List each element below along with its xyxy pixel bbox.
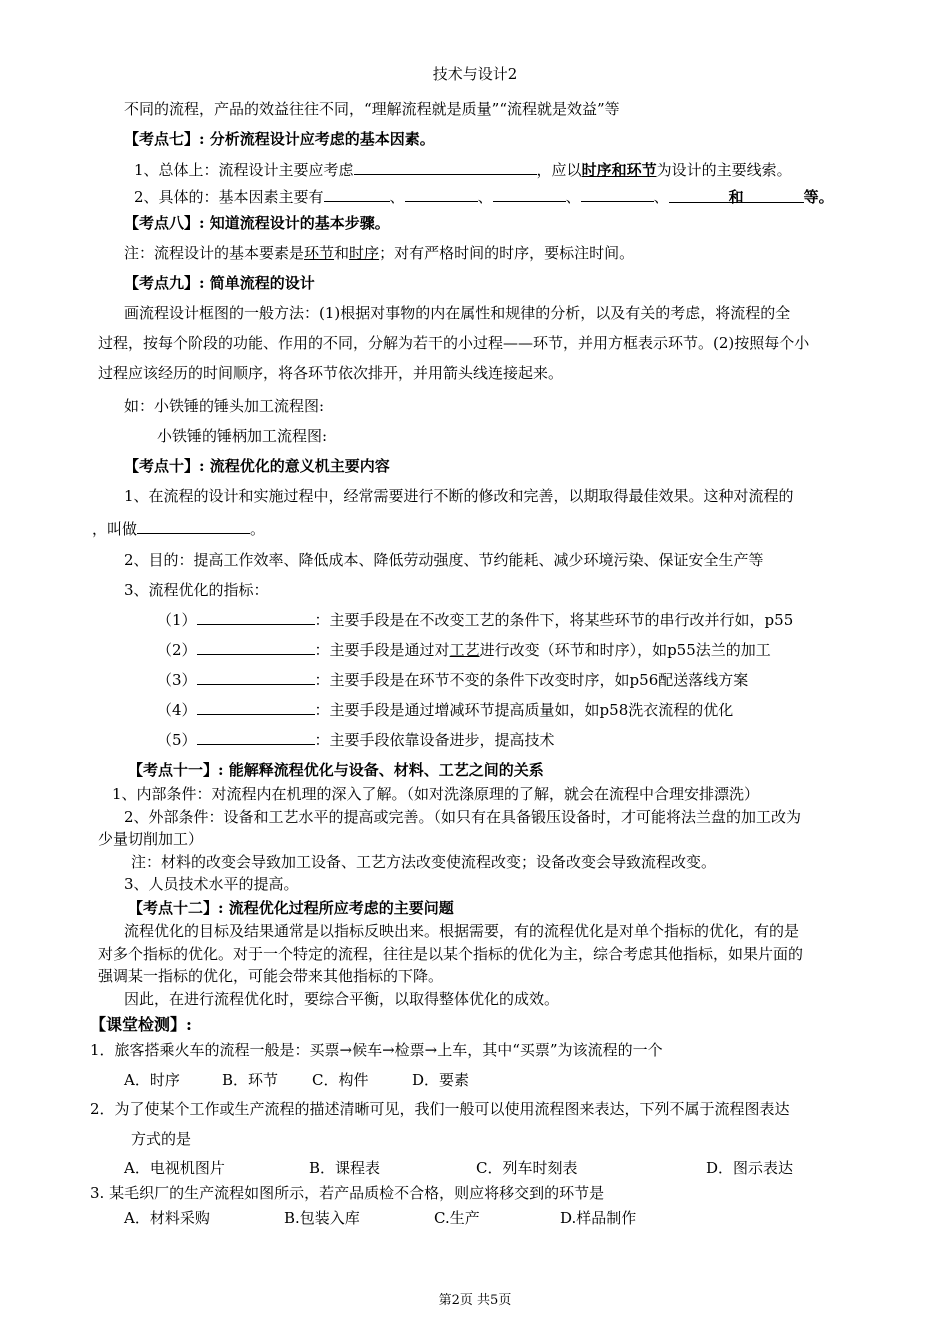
indicator-desc: ：主要手段依靠设备进步，提高技术 [314, 731, 555, 749]
k12-paragraph-line-1: 流程优化的目标及结果通常是以指标反映出来。根据需要，有的流程优化是对单个指标的优化，有的是 [124, 922, 800, 940]
k9-example-2: 小铁锤的锤柄加工流程图: [157, 427, 328, 445]
k7-1-text-c: 时序和环节 [581, 161, 657, 179]
question-2-options [124, 1158, 793, 1178]
k7-1-text-b: ，应以 [536, 161, 582, 179]
indicator-num: （2） [157, 641, 197, 659]
option-d[interactable]: D．要素 [412, 1071, 470, 1089]
blank-line [197, 729, 315, 745]
option-c[interactable]: C．列车时刻表 [476, 1159, 578, 1177]
k10-item-1-line-1: 1、在流程的设计和实施过程中，经常需要进行不断的修改和完善，以期取得最佳效果。这种对流程的 [124, 487, 794, 505]
indicator-num: （3） [157, 671, 197, 689]
k7-2-deng: 等。 [803, 188, 834, 206]
blank-line [354, 159, 537, 175]
k9-paragraph-line-2: 过程，按每个阶段的功能、作用的不同，分解为若干的小过程——环节，并用方框表示环节。(2)按照每个小 [98, 334, 810, 352]
option-b[interactable]: B.包装入库 [284, 1209, 360, 1227]
section-heading-k7: 【考点七】: 分析流程设计应考虑的基本因素。 [124, 130, 435, 148]
blank-line [197, 609, 315, 625]
blank-line [197, 669, 315, 685]
indicator-desc: ：主要手段是通过对 [314, 641, 450, 659]
question-3-options [124, 1208, 636, 1228]
indicator-underlined: 工艺 [449, 641, 480, 659]
k11-note: 注：材料的改变会导致加工设备、工艺方法改变使流程改变；设备改变会导致流程改变。 [131, 853, 717, 871]
option-b[interactable]: B．课程表 [309, 1159, 381, 1177]
blank-line [137, 518, 250, 534]
k7-1-text-d: 为设计的主要线索。 [656, 161, 792, 179]
k8-note-e: ；对有严格时间的时序，要标注时间。 [379, 244, 635, 262]
sep: 、 [565, 188, 581, 206]
k11-item-3: 3、人员技术水平的提高。 [124, 875, 299, 893]
blank-line [197, 639, 315, 655]
k7-1-text-a: 1、总体上：流程设计主要应考虑 [134, 161, 354, 179]
sep: 、 [653, 188, 669, 206]
option-b[interactable]: B．环节 [222, 1071, 279, 1089]
indicator-num: （4） [157, 701, 197, 719]
k11-item-1: 1、内部条件：对流程内在机理的深入了解。（如对洗涤原理的了解，就会在流程中合理安排漂洗） [112, 785, 760, 803]
indicator-row [157, 609, 793, 630]
k12-paragraph-line-3: 强调某一指标的优化，可能会带来其他指标的下降。 [98, 967, 444, 985]
option-a[interactable]: A．时序 [124, 1071, 180, 1089]
option-c[interactable]: C．构件 [312, 1071, 369, 1089]
indicator-num: （5） [157, 731, 197, 749]
question-1: 1．旅客搭乘火车的流程一般是：买票→候车→检票→上车，其中“买票”为该流程的一个 [90, 1041, 663, 1059]
k7-2-text-a: 2、具体的：基本因素主要有 [134, 188, 324, 206]
indicator-desc: ：主要手段是通过增减环节提高质量如，如p58洗衣流程的优化 [314, 701, 734, 719]
k7-item-2 [134, 186, 834, 207]
indicator-row [157, 639, 771, 660]
text-line: 不同的流程，产品的效益往往不同，“理解流程就是质量”“流程就是效益”等 [124, 100, 620, 118]
classroom-check-heading: 【课堂检测】: [90, 1015, 192, 1034]
question-2-line-2: 方式的是 [131, 1130, 192, 1148]
k12-paragraph-line-4: 因此，在进行流程优化时，要综合平衡，以取得整体优化的成效。 [124, 990, 560, 1008]
k10-item-2: 2、目的：提高工作效率、降低成本、降低劳动强度、节约能耗、减少环境污染、保证安全生产等 [124, 551, 764, 569]
blank-line [197, 699, 315, 715]
k12-paragraph-line-2: 对多个指标的优化。对于一个特定的流程，往往是以某个指标的优化为主，综合考虑其他指标，如果片面的 [98, 945, 804, 963]
k8-note-b: 环节 [304, 244, 335, 262]
k8-note-d: 时序 [349, 244, 380, 262]
option-d[interactable]: D．图示表达 [706, 1159, 794, 1177]
k11-item-2-line-1: 2、外部条件：设备和工艺水平的提高或完善。（如只有在具备锻压设备时，才可能将法兰盘的加工改为 [124, 808, 802, 826]
page-header: 技术与设计2 [432, 65, 518, 83]
k7-item-1 [134, 159, 792, 180]
blank-line [324, 186, 390, 202]
blank-line [581, 186, 654, 202]
indicator-row [157, 699, 733, 720]
k9-paragraph-line-1: 画流程设计框图的一般方法：(1)根据对事物的内在属性和规律的分析，以及有关的考虑，将流程的全 [124, 304, 791, 322]
sep: 、 [389, 188, 405, 206]
k10-1-text-b: ，叫做 [92, 520, 138, 538]
k10-item-3: 3、流程优化的指标： [124, 581, 269, 599]
section-heading-k12: 【考点十二】: 流程优化过程所应考虑的主要问题 [128, 899, 454, 917]
k9-example-1: 如：小铁锤的锤头加工流程图: [124, 397, 325, 415]
indicator-desc: ：主要手段是在不改变工艺的条件下，将某些环节的串行改并行如，p55 [314, 611, 794, 629]
question-2-line-1: 2．为了使某个工作或生产流程的描述清晰可见，我们一般可以使用流程图来表达，下列不属于流程图表达 [90, 1100, 790, 1118]
question-3: 3. 某毛织厂的生产流程如图所示，若产品质检不合格，则应将移交到的环节是 [90, 1184, 605, 1202]
sep: 、 [477, 188, 493, 206]
k8-note [124, 243, 634, 263]
k7-2-he: 和 [669, 187, 804, 203]
blank-line [493, 186, 566, 202]
section-heading-k11: 【考点十一】: 能解释流程优化与设备、材料、工艺之间的关系 [128, 761, 544, 779]
option-d[interactable]: D.样品制作 [560, 1209, 637, 1227]
k10-item-1-line-2 [92, 518, 265, 539]
section-heading-k9: 【考点九】: 简单流程的设计 [124, 274, 315, 292]
k8-note-a: 注：流程设计的基本要素是 [124, 244, 305, 262]
page-footer: 第2页 共5页 [438, 1293, 512, 1308]
k11-item-2-line-2: 少量切削加工） [98, 830, 204, 848]
indicator-desc-post: 进行改变（环节和时序），如p55法兰的加工 [479, 641, 771, 659]
option-a[interactable]: A．电视机图片 [124, 1159, 225, 1177]
section-heading-k10: 【考点十】: 流程优化的意义机主要内容 [124, 457, 390, 475]
option-c[interactable]: C.生产 [434, 1209, 480, 1227]
k8-note-c: 和 [334, 244, 350, 262]
k9-paragraph-line-3: 过程应该经历的时间顺序，将各环节依次排开，并用箭头线连接起来。 [98, 364, 564, 382]
blank-line [405, 186, 478, 202]
indicator-row [157, 729, 555, 750]
k10-1-text-c: 。 [250, 520, 266, 538]
question-1-options [124, 1070, 469, 1090]
indicator-num: （1） [157, 611, 197, 629]
indicator-desc: ：主要手段是在环节不变的条件下改变时序，如p56配送落线方案 [314, 671, 749, 689]
indicator-row [157, 669, 748, 690]
section-heading-k8: 【考点八】: 知道流程设计的基本步骤。 [124, 214, 390, 232]
option-a[interactable]: A．材料采购 [124, 1209, 210, 1227]
